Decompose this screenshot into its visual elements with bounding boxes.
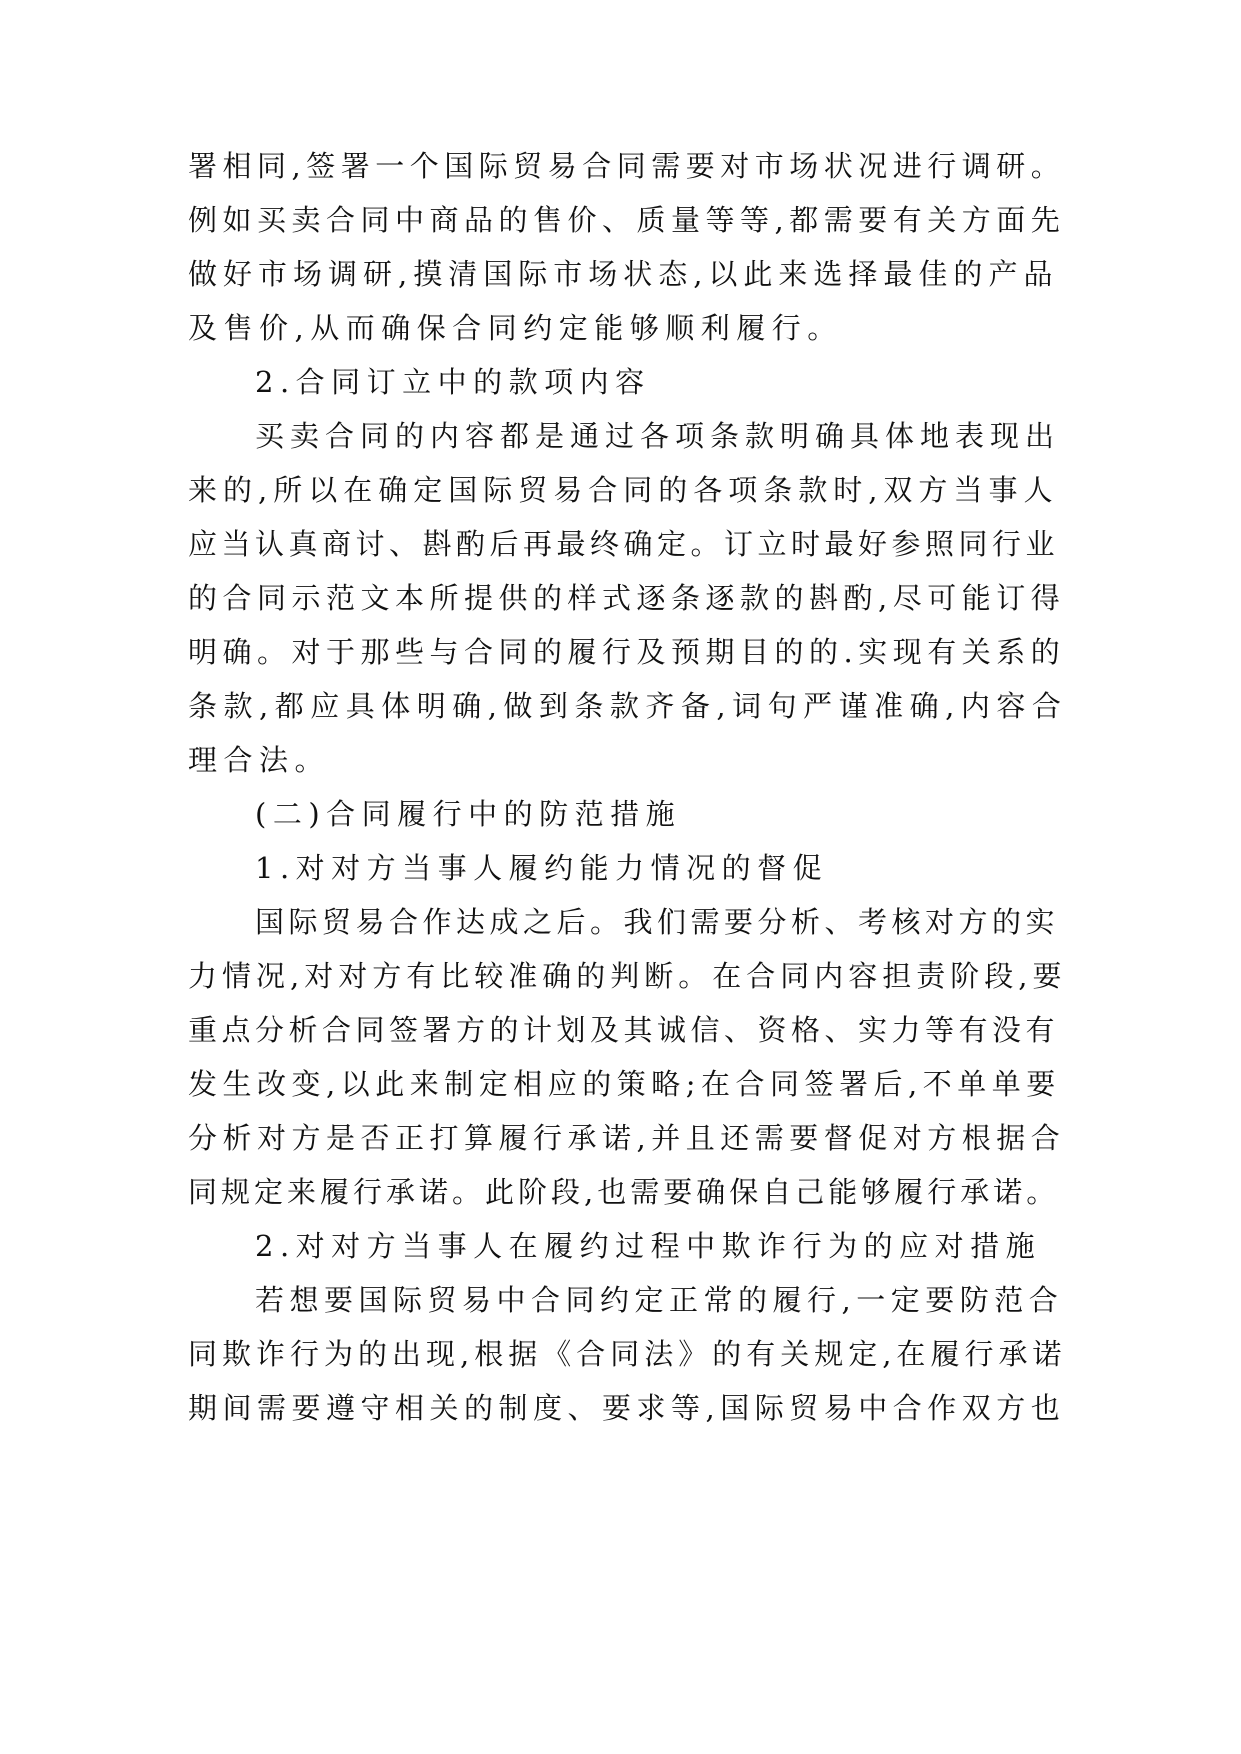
text-line: 若想要国际贸易中合同约定正常的履行,一定要防范合 — [255, 1283, 1064, 1317]
text-line: 同欺诈行为的出现,根据《合同法》的有关规定,在履行承诺 — [188, 1337, 1067, 1371]
text-line: 同规定来履行承诺。此阶段,也需要确保自己能够履行承诺。 — [188, 1175, 1060, 1209]
text-line: 买卖合同的内容都是通过各项条款明确具体地表现出 — [255, 419, 1061, 453]
subsection-heading: 1.对对方当事人履约能力情况的督促 — [255, 851, 829, 885]
text-line: 国际贸易合作达成之后。我们需要分析、考核对方的实 — [255, 905, 1060, 939]
text-line: 发生改变,以此来制定相应的策略;在合同签署后,不单单要 — [188, 1067, 1061, 1101]
text-line: 例如买卖合同中商品的售价、质量等等,都需要有关方面先 — [188, 203, 1066, 237]
section-heading: (二)合同履行中的防范措施 — [255, 797, 682, 831]
text-line: 条款,都应具体明确,做到条款齐备,词句严谨准确,内容合 — [188, 689, 1068, 723]
subsection-heading: 2.对对方当事人在履约过程中欺诈行为的应对措施 — [255, 1229, 1042, 1263]
text-line: 来的,所以在确定国际贸易合同的各项条款时,双方当事人 — [188, 473, 1059, 507]
text-line: 理合法。 — [188, 743, 331, 777]
text-line: 重点分析合同签署方的计划及其诚信、资格、实力等有没有 — [188, 1013, 1060, 1047]
text-line: 应当认真商讨、斟酌后再最终确定。订立时最好参照同行业 — [188, 527, 1060, 561]
text-line: 力情况,对对方有比较准确的判断。在合同内容担责阶段,要 — [188, 959, 1067, 993]
text-line: 期间需要遵守相关的制度、要求等,国际贸易中合作双方也 — [188, 1391, 1066, 1425]
text-line: 做好市场调研,摸清国际市场状态,以此来选择最佳的产品 — [188, 257, 1059, 291]
text-line: 署相同,签署一个国际贸易合同需要对市场状况进行调研。 — [188, 149, 1066, 183]
text-line: 及售价,从而确保合同约定能够顺利履行。 — [188, 311, 843, 345]
text-line: 分析对方是否正打算履行承诺,并且还需要督促对方根据合 — [188, 1121, 1066, 1155]
text-line: 明确。对于那些与合同的履行及预期目的的.实现有关系的 — [188, 635, 1066, 669]
text-line: 的合同示范文本所提供的样式逐条逐款的斟酌,尽可能订得 — [188, 581, 1066, 615]
subsection-heading: 2.合同订立中的款项内容 — [255, 365, 651, 399]
